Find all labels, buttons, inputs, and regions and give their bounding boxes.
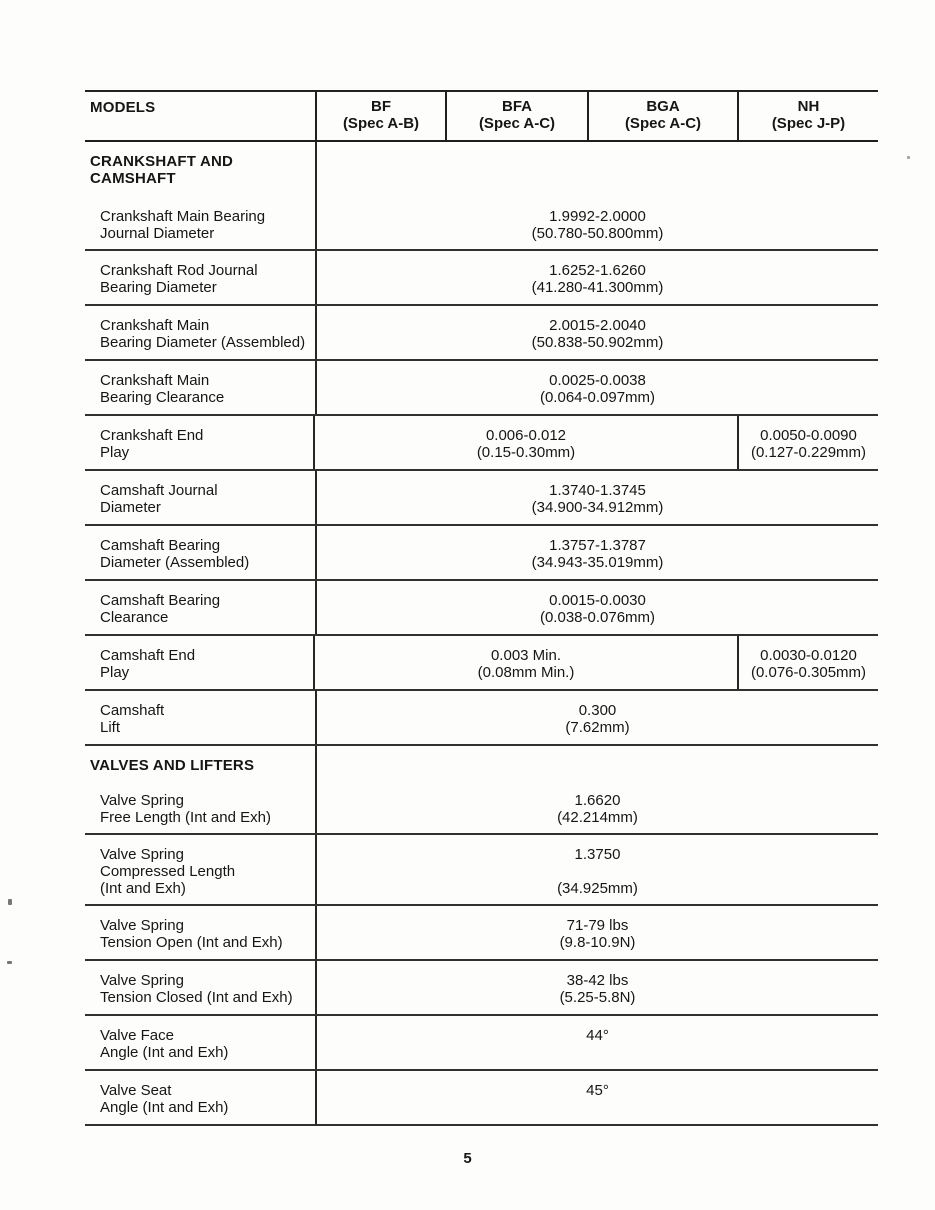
models-header-cell: MODELS <box>90 99 156 116</box>
column-name: BF <box>371 98 391 115</box>
section-row <box>85 746 878 786</box>
row-label: Crankshaft Main Bearing Clearance <box>100 372 225 406</box>
row-values <box>315 906 878 959</box>
row-values <box>315 1071 878 1124</box>
row-values <box>315 691 878 744</box>
spec-row <box>85 961 878 1016</box>
row-label: Valve Spring Tension Open (Int and Exh) <box>100 917 283 951</box>
spec-row <box>85 1071 878 1126</box>
value-cell-all: 0.0015-0.0030 (0.038-0.076mm) <box>539 592 656 626</box>
scan-speck <box>907 156 910 159</box>
row-label: Camshaft Bearing Clearance <box>100 592 221 626</box>
row-values <box>313 416 878 469</box>
row-values <box>315 1016 878 1069</box>
spec-row <box>85 1016 878 1071</box>
value-cell-nh: 0.0050-0.0090 (0.127-0.229mm) <box>737 416 878 469</box>
column-spec: (Spec J-P) <box>771 115 846 132</box>
value-cell-all: 0.0025-0.0038 (0.064-0.097mm) <box>539 372 656 406</box>
value-cell-all: 1.6620 (42.214mm) <box>557 792 638 826</box>
value-cell-all: 0.300 (7.62mm) <box>565 702 630 736</box>
row-values <box>315 306 878 359</box>
row-label: Crankshaft Rod Journal Bearing Diameter <box>100 262 258 296</box>
column-name: BFA <box>502 98 532 115</box>
row-values <box>315 251 878 304</box>
spec-row <box>85 306 878 361</box>
spec-row <box>85 202 878 251</box>
column-header-bf <box>315 92 445 140</box>
section-title: VALVES AND LIFTERS <box>90 757 255 774</box>
value-cell-all: 1.3757-1.3787 (34.943-35.019mm) <box>531 537 664 571</box>
row-label: Camshaft End Play <box>100 647 196 681</box>
row-label: Valve Face Angle (Int and Exh) <box>100 1027 229 1061</box>
value-cell-all: 1.3750 (34.925mm) <box>557 846 638 897</box>
value-cell-bf-bga: 0.006-0.012 (0.15-0.30mm) <box>476 427 576 461</box>
spec-row <box>85 581 878 636</box>
spec-row <box>85 835 878 906</box>
row-label: Valve Spring Free Length (Int and Exh) <box>100 792 271 826</box>
value-cell-all: 71-79 lbs (9.8-10.9N) <box>559 917 636 951</box>
value-cell-all: 44° <box>586 1027 609 1044</box>
column-header-bfa <box>445 92 587 140</box>
row-values <box>315 746 878 786</box>
row-label: Crankshaft Main Bearing Diameter (Assembled) <box>100 317 306 351</box>
value-cell-bf-bga: 0.003 Min. (0.08mm Min.) <box>477 647 575 681</box>
section-row <box>85 142 878 202</box>
row-label: Valve Spring Tension Closed (Int and Exh) <box>100 972 293 1006</box>
row-label: Camshaft Journal Diameter <box>100 482 218 516</box>
scan-speck <box>8 899 12 905</box>
row-values <box>315 142 878 202</box>
row-label: Valve Spring Compressed Length (Int and Exh) <box>100 846 236 897</box>
spec-row <box>85 636 878 691</box>
value-cell-all: 2.0015-2.0040 (50.838-50.902mm) <box>531 317 664 351</box>
row-values <box>315 581 878 634</box>
row-label: Camshaft Lift <box>100 702 165 736</box>
value-cell-all: 45° <box>586 1082 609 1099</box>
spec-row <box>85 471 878 526</box>
value-cell-all: 1.9992-2.0000 (50.780-50.800mm) <box>531 208 664 242</box>
section-title: CRANKSHAFT AND CAMSHAFT <box>90 153 234 187</box>
table-header-row <box>85 92 878 142</box>
value-cell-nh: 0.0030-0.0120 (0.076-0.305mm) <box>737 636 878 689</box>
spec-row <box>85 416 878 471</box>
column-name: NH <box>797 98 820 115</box>
row-values <box>315 526 878 579</box>
row-label: Crankshaft End Play <box>100 427 204 461</box>
column-name: BGA <box>646 98 680 115</box>
spec-table-body <box>85 142 878 1126</box>
spec-row <box>85 786 878 835</box>
spec-row <box>85 906 878 961</box>
spec-table <box>85 90 878 1126</box>
row-values <box>315 786 878 833</box>
column-spec: (Spec A-B) <box>342 115 420 132</box>
column-spec: (Spec A-C) <box>478 115 556 132</box>
row-values <box>315 361 878 414</box>
scan-speck <box>7 961 12 964</box>
row-values <box>315 471 878 524</box>
page-number: 5 <box>463 1150 472 1167</box>
column-header-nh <box>737 92 878 140</box>
spec-row <box>85 526 878 581</box>
row-values <box>315 202 878 249</box>
row-values <box>313 636 878 689</box>
spec-row <box>85 691 878 746</box>
value-cell-all: 1.6252-1.6260 (41.280-41.300mm) <box>531 262 664 296</box>
spec-row <box>85 361 878 416</box>
row-values <box>315 835 878 904</box>
column-spec: (Spec A-C) <box>624 115 702 132</box>
row-label: Valve Seat Angle (Int and Exh) <box>100 1082 229 1116</box>
column-header-bga <box>587 92 737 140</box>
row-label: Camshaft Bearing Diameter (Assembled) <box>100 537 250 571</box>
value-cell-all: 38-42 lbs (5.25-5.8N) <box>559 972 636 1006</box>
row-label: Crankshaft Main Bearing Journal Diameter <box>100 208 266 242</box>
row-values <box>315 961 878 1014</box>
spec-row <box>85 251 878 306</box>
value-cell-all: 1.3740-1.3745 (34.900-34.912mm) <box>531 482 664 516</box>
